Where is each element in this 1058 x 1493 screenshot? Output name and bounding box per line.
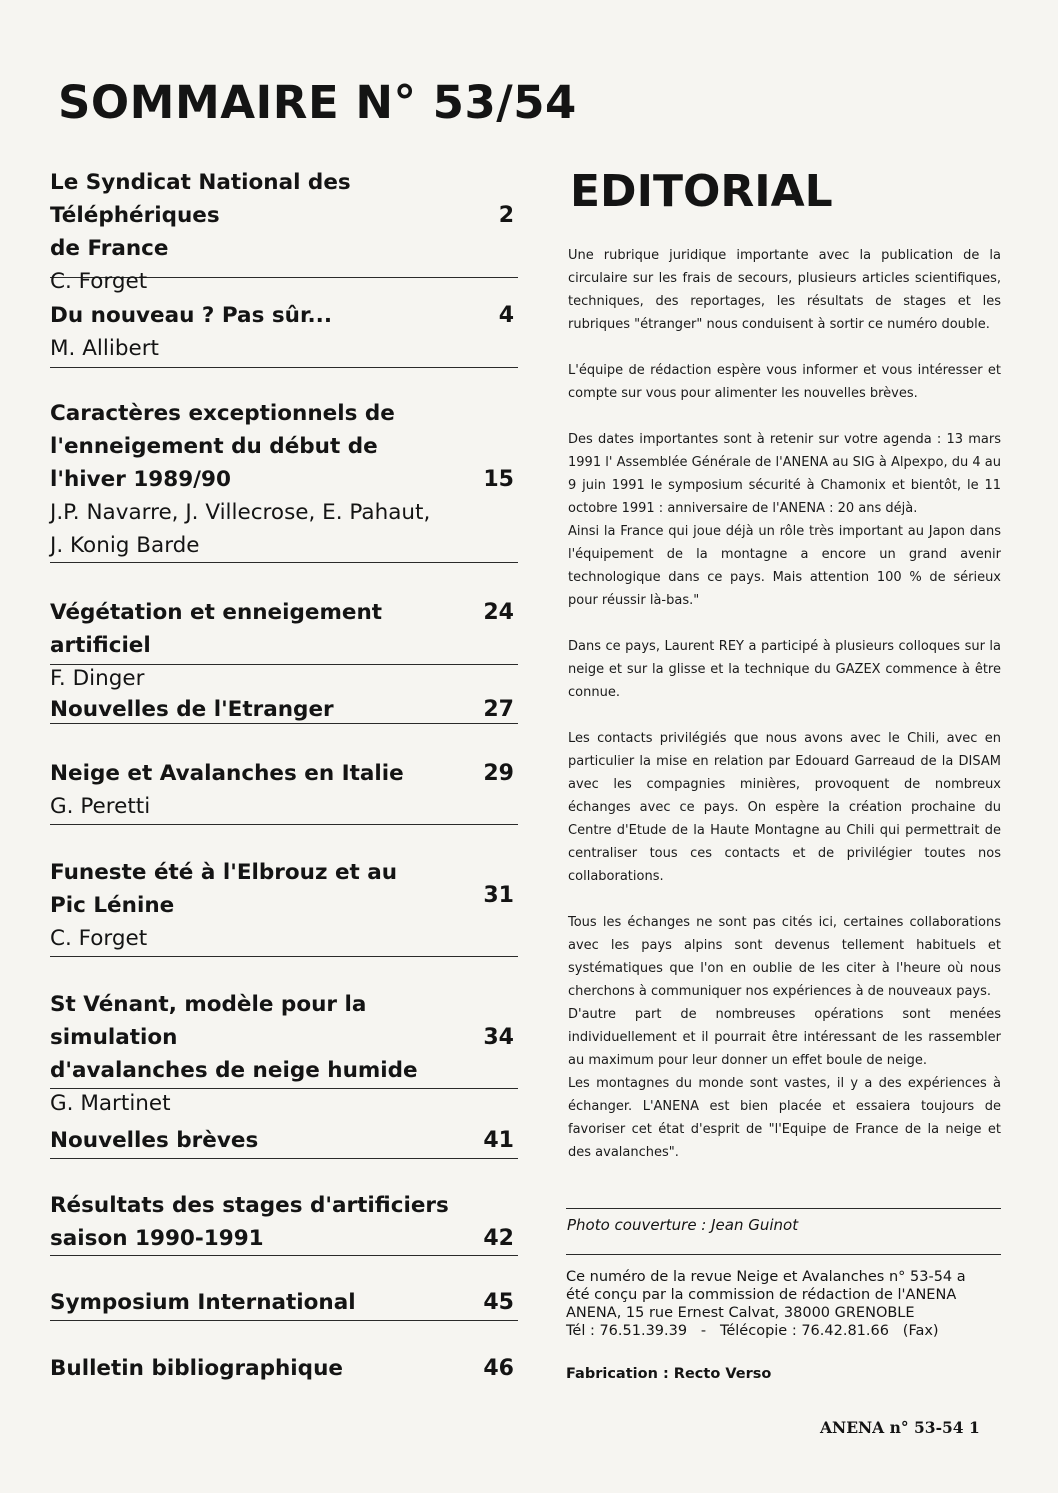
toc-entry-title: Végétation et enneigement artificiel [50,600,383,658]
toc-entry-author: G. Peretti [50,794,151,819]
toc-entry-title: l'hiver 1989/90 [50,467,231,492]
fabrication-credit: Fabrication : Recto Verso [566,1366,772,1382]
toc-entry[interactable] [50,596,518,691]
toc-entry-title: Caractères exceptionnels de [50,401,395,426]
toc-entry-author: C. Forget [50,926,148,951]
toc-entry-page: 41 [483,1128,514,1153]
toc-entry-page: 31 [483,883,514,908]
toc-entry-title: saison 1990-1991 [50,1226,264,1251]
toc-entry-page: 24 [483,600,514,625]
toc-entry-title: l'enneigement du début de [50,434,378,459]
toc-entry[interactable] [50,856,518,957]
toc-entry-author: J. Konig Barde [50,533,200,558]
page-folio: ANENA n° 53-54 1 [820,1418,980,1437]
toc-entry[interactable] [50,988,518,1116]
toc-entry-title: Nouvelles de l'Etranger [50,697,334,722]
toc-entry-title: Le Syndicat National des Téléphériques [50,170,351,228]
toc-entry-page: 27 [483,697,514,722]
toc-entry-title: Résultats des stages d'artificiers [50,1193,449,1218]
editorial-paragraph: Une rubrique juridique importante avec la publication de la circulaire sur les frais de secours, plusieurs articles scientifiques, techniques, des reportages, les résultats de stages et les rubriques "étranger" nous conduisent à sortir ce numéro double. [568,248,1001,332]
toc-entry-page: 2 [498,203,514,228]
editorial-title: EDITORIAL [570,166,833,217]
editorial-paragraph: Dans ce pays, Laurent REY a participé à plusieurs colloques sur la neige et sur la glisse et la technique du GAZEX commence à être connue. [568,639,1001,700]
toc-entry-page: 42 [483,1226,514,1251]
toc-entry[interactable] [50,757,518,825]
editorial-body [568,244,1001,1164]
toc-entry-author: C. Forget [50,269,148,294]
photo-credit: Photo couverture : Jean Guinot [567,1216,799,1234]
editorial-paragraph: Des dates importantes sont à retenir sur votre agenda : 13 mars 1991 l' Assemblée Générale de l'ANENA au SIG à Alpexpo, du 4 au 9 juin 1991 le symposium sécurité à Chamonix et bientôt, le 11 octobre 1991 : anniversaire de l'ANENA : 20 ans déjà. [568,432,1001,516]
toc-entry-author: F. Dinger [50,666,145,691]
toc-entry[interactable] [50,299,518,368]
toc-entry-page: 4 [498,303,514,328]
toc-entry-title: Symposium International [50,1290,356,1315]
toc-entry[interactable] [50,1352,518,1386]
toc-entry-title: Pic Lénine [50,893,175,918]
toc-entry[interactable] [50,1189,518,1256]
toc-entry[interactable] [50,693,518,724]
toc-entry-page: 15 [483,467,514,492]
editorial-paragraph: Les montagnes du monde sont vastes, il y a des expériences à échanger. L'ANENA est bien placée et essaiera toujours de favoriser cet état d'esprit de "l'Equipe de France de la neige et des avalanches". [568,1076,1001,1160]
editorial-paragraph: Tous les échanges ne sont pas cités ici, certaines collaborations avec les pays alpins sont devenus tellement habituels et systématiques que l'on en oublie de les citer à l'heure où nous cherchons à communiquer nos expériences à de nouveaux pays. [568,915,1001,999]
colophon-line: Ce numéro de la revue Neige et Avalanches n° 53-54 a [566,1269,966,1285]
page-title: SOMMAIRE N° 53/54 [58,76,577,129]
divider [566,1254,1001,1255]
toc-entry-author: J.P. Navarre, J. Villecrose, E. Pahaut, [50,500,431,525]
toc-entry-title: de France [50,236,169,261]
toc-entry-page: 29 [483,761,514,786]
editorial-paragraph: Les contacts privilégiés que nous avons avec le Chili, avec en particulier la mise en relation par Edouard Garreaud de la DISAM avec les compagnies minières, provoquent de nombreux échanges avec ce pays. On espère la création prochaine du Centre d'Etude de la Haute Montagne au Chili qui permettrait de centraliser tous ces contacts et de privilégier toutes nos collaborations. [568,731,1001,884]
colophon-line: ANENA, 15 rue Ernest Calvat, 38000 GRENOBLE [566,1305,915,1321]
toc-entry-page: 34 [483,1025,514,1050]
editorial-paragraph: D'autre part de nombreuses opérations sont menées individuellement et il pourrait être intéressant de les rassembler au maximum pour leur donner un effet boule de neige. [568,1007,1001,1068]
toc-entry-title: Du nouveau ? Pas sûr... [50,303,332,328]
toc-entry-title: St Vénant, modèle pour la simulation [50,992,367,1050]
editorial-paragraph: Ainsi la France qui joue déjà un rôle très important au Japon dans l'équipement de la montagne a encore un grand avenir technologique dans ce pays. Mais attention 100 % de sérieux pour réussir là-bas." [568,524,1001,608]
toc-entry-title: Neige et Avalanches en Italie [50,761,404,786]
toc-entry-author: G. Martinet [50,1091,171,1116]
toc-entry-page: 46 [483,1356,514,1381]
toc-entry[interactable] [50,397,518,563]
colophon-line: été conçu par la commission de rédaction de l'ANENA [566,1287,957,1303]
toc-entry-title: d'avalanches de neige humide [50,1058,418,1083]
toc-entry[interactable] [50,1286,518,1321]
toc-entry[interactable] [50,166,518,294]
toc-entry-title: Nouvelles brèves [50,1128,259,1153]
toc-entry-page: 45 [483,1290,514,1315]
toc-entry-title: Funeste été à l'Elbrouz et au [50,860,398,885]
toc-entry[interactable] [50,1124,518,1159]
divider [566,1208,1001,1209]
colophon [566,1268,986,1340]
editorial-paragraph: L'équipe de rédaction espère vous informer et vous intéresser et compte sur vous pour alimenter les nouvelles brèves. [568,363,1001,401]
toc-entry-title: Bulletin bibliographique [50,1356,343,1381]
toc-entry-author: M. Allibert [50,336,159,361]
colophon-line: Tél : 76.51.39.39 - Télécopie : 76.42.81.66 (Fax) [566,1323,939,1339]
